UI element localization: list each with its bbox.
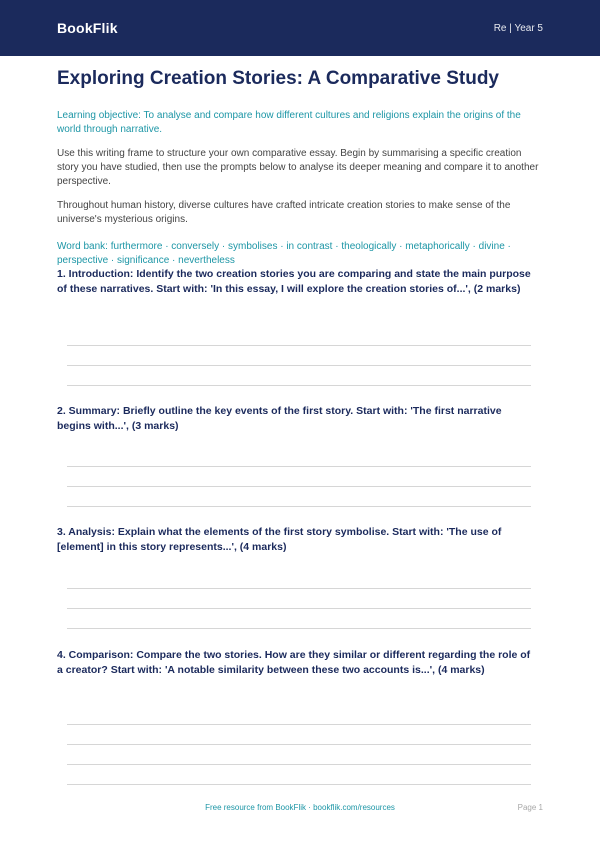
answer-line[interactable]: [67, 345, 531, 346]
question-1: [57, 267, 537, 296]
answer-line[interactable]: [67, 784, 531, 785]
word-bank: Word bank: furthermore · conversely · symbolises · in contrast · theologically · metaphorically · divine · perspective · significance · nevertheless: [57, 241, 511, 266]
question-4: [57, 648, 537, 677]
page-title: Exploring Creation Stories: A Comparative Study: [57, 68, 500, 89]
question-prompt: 2. Summary: Briefly outline the key events of the first story. Start with: 'The first narrative begins with...', (3 marks): [57, 405, 502, 432]
answer-line[interactable]: [67, 608, 531, 609]
answer-line[interactable]: [67, 588, 531, 589]
question-2: [57, 404, 537, 433]
answer-line[interactable]: [67, 365, 531, 366]
answer-line[interactable]: [67, 628, 531, 629]
page-number: Page 1: [517, 803, 543, 812]
context-paragraph: Throughout human history, diverse cultures have crafted intricate creation stories to make sense of the universe's mysterious origins.: [57, 200, 511, 225]
answer-line[interactable]: [67, 466, 531, 467]
answer-line[interactable]: [67, 506, 531, 507]
question-3: [57, 525, 537, 554]
header-bar: [0, 0, 600, 56]
answer-line[interactable]: [67, 385, 531, 386]
answer-line[interactable]: [67, 486, 531, 487]
footer-source-link[interactable]: Free resource from BookFlik · bookflik.com/resources: [205, 803, 395, 812]
answer-line[interactable]: [67, 764, 531, 765]
answer-line[interactable]: [67, 744, 531, 745]
question-prompt: 4. Comparison: Compare the two stories. How are they similar or different regarding the role of a creator? Start with: 'A notable similarity between these two accounts is...', (4 marks): [57, 649, 531, 676]
footer: [0, 801, 600, 815]
question-prompt: 3. Analysis: Explain what the elements of the first story symbolise. Start with: 'The use of [element] in this story represents...', (4 marks): [57, 526, 502, 553]
intro-section: [0, 67, 600, 268]
answer-line[interactable]: [67, 724, 531, 725]
subject-year-label: Re | Year 5: [493, 22, 543, 34]
question-prompt: 1. Introduction: Identify the two creation stories you are comparing and state the main purpose of these narratives. Start with: 'In this essay, I will explore the creation stories of...', (2 marks): [57, 268, 531, 295]
brand-logo: BookFlik: [57, 20, 118, 36]
instructions-paragraph: Use this writing frame to structure your own comparative essay. Begin by summarising a specific creation story you have studied, then use the prompts below to analyse its deeper meaning and compare it to another perspective.: [57, 148, 539, 187]
learning-objective: Learning objective: To analyse and compare how different cultures and religions explain the origins of the world through narrative.: [57, 110, 521, 135]
